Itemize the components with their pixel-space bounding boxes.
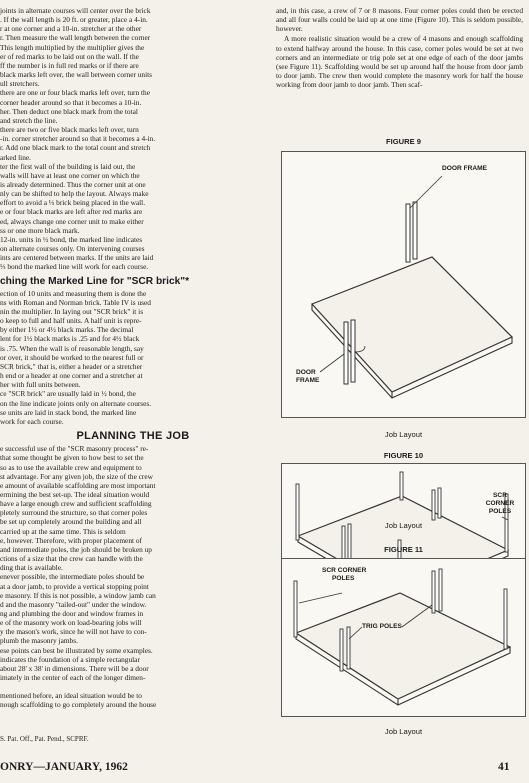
paragraph: and, in this case, a crew of 7 or 8 masons. Four corner poles could then be erected and all four walls could be laid up at one time (Figure 10). This is seldom possible, however. — [276, 6, 523, 34]
figure-11-drawing — [282, 559, 527, 718]
text-line: mentioned before, an ideal situation would be to — [0, 691, 142, 701]
text-line: pletely surround the structure, so that corner poles — [0, 508, 148, 518]
text-line: ermining the best set-up. The ideal situation would — [0, 489, 150, 499]
section-heading-scr: ching the Marked Line for "SCR brick"* — [0, 275, 190, 287]
text-line: e amount of available scaffolding are most important — [0, 480, 156, 490]
text-line: d and the masonry "tailed-out" under the window. — [0, 599, 147, 609]
text-line: and intermediate poles, the job should be broken up — [0, 544, 152, 554]
text-line: This length multiplied by the multiplier gives the — [0, 42, 145, 52]
text-line — [0, 682, 266, 691]
text-line: there are two or five black marks left over, turn — [0, 125, 139, 135]
right-column — [276, 6, 523, 90]
body-text-block — [0, 444, 266, 709]
text-line: arked line. — [0, 152, 31, 162]
text-line: and stretch the line. — [0, 115, 58, 125]
text-line: lent for 1½ black marks is .25 and for 4½ black — [0, 334, 140, 344]
text-line: that some thought be given to how best to set the — [0, 453, 144, 463]
figure-11-title: FIGURE 11 — [384, 545, 423, 554]
text-line: or over, it should be worked to the nearest full or — [0, 352, 144, 362]
figure-10-title: FIGURE 10 — [383, 451, 424, 460]
text-line: enever possible, the intermediate poles should be — [0, 572, 145, 582]
text-line: r. Add one black mark to the total count and stretch — [0, 143, 151, 153]
body-text-block — [0, 289, 266, 426]
text-line: ding that is available. — [0, 563, 63, 573]
text-line: nough scaffolding to go completely around the house — [0, 700, 157, 710]
text-line: black marks left over, the wall between corner units — [0, 70, 153, 80]
figure-9-title: FIGURE 9 — [385, 137, 422, 146]
text-line: about 28' x 38' in dimensions. There will be a door — [0, 663, 149, 673]
footer-magazine: ONRY—JANUARY, 1962 — [0, 761, 128, 773]
text-line: ints are centered between marks. If the units are laid — [0, 253, 154, 263]
door-frame-label: DOOR FRAME — [442, 165, 488, 172]
text-line: there are one or four black marks left over, turn the — [0, 88, 150, 98]
text-line: SCR brick," that is, either a header or a stretcher — [0, 361, 143, 371]
text-line: work for each course. — [0, 416, 64, 426]
label-line: SCR — [493, 492, 507, 499]
text-line: corner header around so that it becomes a 10-in. — [0, 97, 142, 107]
text-line: carried up at the same time. This is seldom — [0, 526, 126, 536]
text-line: at a door jamb, to provide a vertical stopping point — [0, 581, 149, 591]
label-line: CORNER — [485, 500, 515, 507]
text-line: o keep to full and half units. A half unit is repre- — [0, 316, 142, 326]
text-line: . If the wall length is 20 ft. or greater, place a 4-in. — [0, 15, 148, 25]
footnote: S. Pat. Off., Pat. Pend., SCPRF. — [0, 735, 89, 743]
text-line: have a large enough crew and sufficient scaffolding — [0, 499, 152, 509]
scr-corner-poles-label — [322, 567, 382, 583]
text-line: y the mason's work, since he will not have to con- — [0, 627, 147, 637]
text-line: e of the masonry work on load-bearing jobs will — [0, 618, 142, 628]
text-line: be set up completely around the building and all — [0, 517, 142, 527]
text-line: ss or one more black mark. — [0, 225, 80, 235]
trig-poles-label: TRIG POLES — [362, 623, 402, 630]
paragraph: A more realistic situation would be a crew of 4 masons and enough scaffolding to extend halfway around the house. In this case, corner poles would be set at two corners and an intermediate or trig pole set at one edge of each of the door jambs (see Figure 11). Scaffolding would be set up around half the house from door jamb to door jamb. The crew then would complete the masonry work for half the house working from door jamb to door jamb. Then scaf- — [276, 34, 523, 90]
text-line: her. Then deduct one black mark from the total — [0, 106, 138, 116]
text-line: r. Then measure the wall length between the corner — [0, 33, 151, 43]
text-line: ff the number is in full red marks or if there are — [0, 60, 139, 70]
corner-poles-label — [477, 492, 523, 516]
text-line: ed, always change one corner unit to make either — [0, 216, 144, 226]
text-line: h end or a header at one corner and a stretcher at — [0, 371, 143, 381]
section-heading-planning: PLANNING THE JOB — [76, 430, 190, 443]
text-line: r at one corner and a 10-in. stretcher at the other — [0, 24, 142, 34]
text-line: ection of 10 units and measuring them is done the — [0, 288, 147, 298]
label-line: POLES — [332, 575, 355, 582]
text-line: her with full units between. — [0, 380, 81, 390]
text-line: imately in the center of each of the longer dimen- — [0, 673, 146, 683]
text-line: e or four black marks are left after red marks are — [0, 207, 143, 217]
text-line: is already determined. Thus the corner unit at one — [0, 179, 146, 189]
text-line: indicates the foundation of a simple rectangular — [0, 654, 140, 664]
text-line: nly can be shifted to help the layout. Always make — [0, 189, 149, 199]
text-line: effort to avoid a ⅓ brick being placed in the wall. — [0, 198, 146, 208]
text-line: plumb the masonry jambs. — [0, 636, 78, 646]
text-line: on alternate courses only. On intervening courses — [0, 244, 145, 254]
figure-9-box — [281, 151, 526, 418]
text-line: 12-in. units in ½ bond, the marked line indicates — [0, 234, 143, 244]
text-line: ce "SCR brick" are usually laid in ½ bond, the — [0, 389, 136, 399]
label-line: SCR CORNER — [322, 567, 367, 574]
text-line: e masonry. If this is not possible, a window jamb can — [0, 590, 156, 600]
figure-11-box — [281, 558, 526, 717]
text-line: ng and plumbing the door and window frames in — [0, 609, 144, 618]
figure-9-caption: Job Layout — [384, 430, 423, 439]
text-line: ter the first wall of the building is laid out, the — [0, 161, 136, 171]
text-line: ns with Roman and Norman brick. Table IV is used — [0, 297, 151, 307]
text-line: ull stretchers. — [0, 79, 40, 89]
text-line: -in. corner stretcher around so that it becomes a 4-in. — [0, 134, 156, 144]
text-line: is .75. When the wall is of reasonable length, say — [0, 343, 144, 353]
text-line: so as to use the available crew and equipment to — [0, 462, 142, 472]
text-line: ⅓ bond the marked line will work for each course. — [0, 262, 149, 272]
text-line: e successful use of the "SCR masonry process" re- — [0, 444, 149, 454]
text-line: ctions of a size that the crew can handle with the — [0, 554, 143, 564]
body-text-block — [0, 6, 266, 272]
text-line: ese points can best be illustrated by some examples. — [0, 645, 153, 655]
text-line: er of red marks to be laid out on the wall. If the — [0, 51, 139, 61]
text-line: on the line indicate joints only on alternate courses. — [0, 398, 152, 408]
text-line: st advantage. For any given job, the size of the crew — [0, 471, 153, 481]
label-line: POLES — [488, 508, 512, 515]
left-column — [0, 6, 266, 710]
door-frame-label: DOOR FRAME — [296, 369, 320, 384]
text-line: walls will have at least one corner on which the — [0, 170, 140, 180]
text-line: joints in alternate courses will center over the brick — [0, 6, 151, 15]
page-number: 41 — [498, 761, 510, 773]
text-line: e, however. Therefore, with proper placement of — [0, 535, 142, 545]
text-line: by either 1½ or 4½ black marks. The decimal — [0, 325, 134, 335]
text-line: se units are laid in stack bond, the marked line — [0, 407, 137, 417]
figure-11-caption: Job Layout — [384, 727, 423, 736]
text-line: nin the multiplier. In laying out "SCR brick" it is — [0, 307, 144, 316]
figure-10-caption: Job Layout — [384, 521, 423, 530]
